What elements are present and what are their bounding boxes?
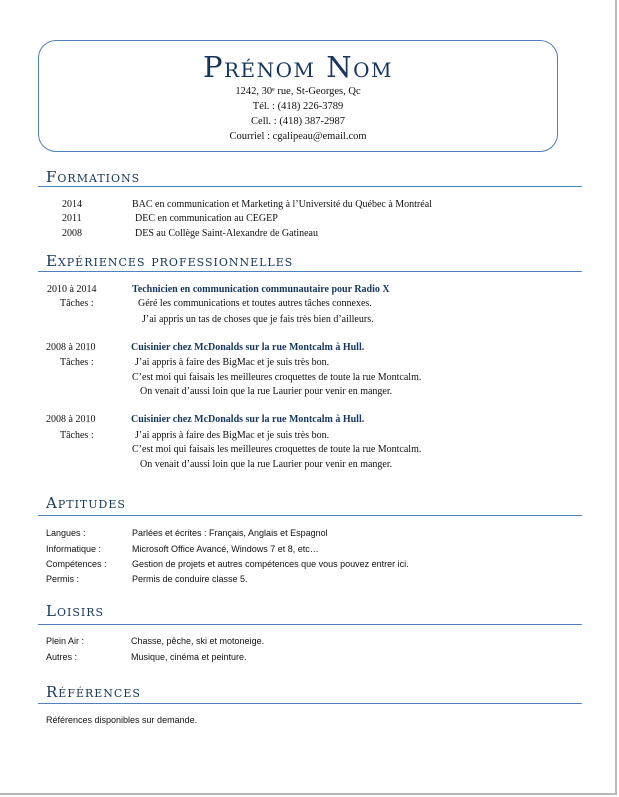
section-title-experiences: Expériences professionnelles xyxy=(46,252,294,270)
experience-task-line: J’ai appris à faire des BigMac et je suis très bon. xyxy=(135,430,330,441)
aptitude-label: Langues : xyxy=(46,528,86,538)
formation-year: 2011 xyxy=(62,213,82,224)
loisir-label: Plein Air : xyxy=(46,636,85,646)
experience-tasks-label: Tâches : xyxy=(60,357,94,368)
section-title-aptitudes: Aptitudes xyxy=(46,494,126,512)
aptitude-text: Microsoft Office Avancé, Windows 7 et 8, etc… xyxy=(132,544,319,554)
candidate-name: Prénom Nom xyxy=(202,50,393,84)
section-divider xyxy=(38,271,582,272)
experience-task-line: On venait d’aussi loin que la rue Laurier pour venir en manger. xyxy=(140,386,393,397)
header-box xyxy=(38,40,558,152)
experience-tasks-label: Tâches : xyxy=(60,430,94,441)
section-divider xyxy=(38,515,582,516)
experience-period: 2008 à 2010 xyxy=(46,414,96,425)
aptitude-label: Permis : xyxy=(46,574,80,584)
experience-task-line: C’est moi qui faisais les meilleures croquettes de toute la rue Montcalm. xyxy=(132,444,422,455)
experience-period: 2010 à 2014 xyxy=(47,284,97,295)
aptitude-text: Parlées et écrites : Français, Anglais et Espagnol xyxy=(132,528,328,538)
experience-task-line: On venait d’aussi loin que la rue Laurier pour venir en manger. xyxy=(140,459,393,470)
section-divider xyxy=(38,186,582,187)
formation-year: 2008 xyxy=(62,228,82,239)
experience-job-title: Technicien en communication communautaire pour Radio X xyxy=(132,284,390,295)
experience-job-title: Cuisinier chez McDonalds sur la rue Montcalm à Hull. xyxy=(131,414,365,425)
phone: Tél. : (418) 226-3789 xyxy=(252,101,344,112)
section-title-formations: Formations xyxy=(46,168,141,186)
loisir-text: Chasse, pêche, ski et motoneige. xyxy=(131,636,265,646)
experience-task-line: J’ai appris à faire des BigMac et je suis très bon. xyxy=(135,357,330,368)
section-title-loisirs: Loisirs xyxy=(46,602,105,620)
formation-text: DES au Collège Saint-Alexandre de Gatineau xyxy=(135,228,318,239)
formation-text: DEC en communication au CEGEP xyxy=(135,213,278,224)
address: 1242, 30ᵉ rue, St-Georges, Qc xyxy=(235,86,361,97)
experience-task-line: C’est moi qui faisais les meilleures croquettes de toute la rue Montcalm. xyxy=(132,372,422,383)
aptitude-label: Informatique : xyxy=(46,544,102,554)
section-title-references: Références xyxy=(46,683,141,701)
references-text: Références disponibles sur demande. xyxy=(46,715,198,725)
section-divider xyxy=(38,624,582,625)
cell-phone: Cell. : (418) 387-2987 xyxy=(251,116,345,127)
experience-period: 2008 à 2010 xyxy=(46,342,96,353)
aptitude-text: Permis de conduire classe 5. xyxy=(132,574,248,584)
experience-job-title: Cuisinier chez McDonalds sur la rue Montcalm à Hull. xyxy=(131,342,365,353)
formation-text: BAC en communication et Marketing à l’Université du Québec à Montréal xyxy=(132,199,432,210)
loisir-text: Musique, cinéma et peinture. xyxy=(131,652,247,662)
loisir-label: Autres : xyxy=(46,652,78,662)
section-divider xyxy=(38,703,582,704)
experience-task-line: J’ai appris un tas de choses que je fais très bien d’ailleurs. xyxy=(142,314,374,325)
experience-task-line: Géré les communications et toutes autres tâches connexes. xyxy=(138,298,372,309)
aptitude-label: Compétences : xyxy=(46,559,107,569)
experience-tasks-label: Tâches : xyxy=(60,298,94,309)
formation-year: 2014 xyxy=(62,199,82,210)
email: Courriel : cgalipeau@email.com xyxy=(229,131,367,142)
aptitude-text: Gestion de projets et autres compétences que vous pouvez entrer ici. xyxy=(132,559,409,569)
